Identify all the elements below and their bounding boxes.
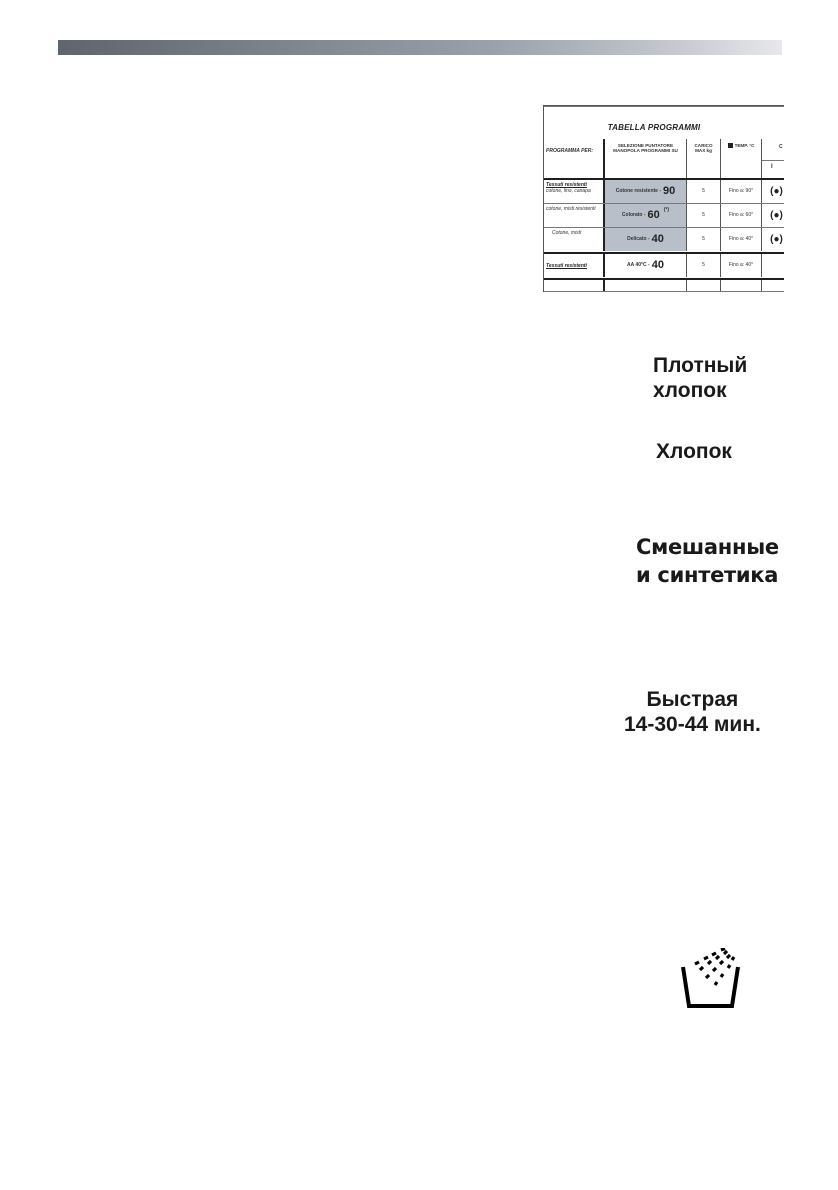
table-row bbox=[544, 180, 784, 203]
program-table bbox=[543, 105, 784, 292]
column-subheader-i: I bbox=[771, 164, 773, 170]
selector-label: Delicato - bbox=[627, 235, 650, 242]
fabric-type: cotone, misti resistenti bbox=[546, 206, 596, 212]
max-load: 5 bbox=[687, 204, 721, 227]
table-row bbox=[544, 204, 784, 227]
selector-label: Colorato - bbox=[621, 211, 646, 218]
selector-label: AA 40°C - bbox=[627, 261, 650, 268]
selector-temp: 40 bbox=[651, 259, 664, 272]
program-table-title: TABELLA PROGRAMMI bbox=[607, 123, 701, 132]
column-header-selector: SELEZIONE PUNTATORE MANOPOLA PROGRAMMI SU bbox=[605, 139, 687, 178]
column-header-max-load: CARICO MAX kg bbox=[687, 139, 721, 178]
fabric-type-bold: Tessuti resistenti bbox=[546, 263, 587, 270]
selector-temp: 40 bbox=[651, 233, 664, 246]
option-indicator-icon: (●) bbox=[762, 228, 784, 251]
page-header-bar bbox=[58, 40, 782, 55]
temperature: Fino a: 60° bbox=[721, 204, 762, 227]
temperature: Fino a: 40° bbox=[721, 254, 762, 277]
program-label-dense-cotton: Плотный хлопок bbox=[653, 354, 748, 403]
temperature: Fino a: 90° bbox=[721, 180, 762, 203]
temperature: Fino a: 40° bbox=[721, 228, 762, 251]
footnote-mark: (*) bbox=[663, 206, 670, 213]
program-label-mixed-synthetics: Смешанные и синтетика bbox=[636, 535, 779, 588]
max-load: 5 bbox=[687, 228, 721, 251]
option-indicator-icon: (●) bbox=[762, 204, 784, 227]
header-split-line bbox=[762, 160, 784, 161]
table-row bbox=[544, 254, 784, 277]
fabric-type: cotone, lino, canapa bbox=[546, 187, 591, 194]
column-header-temp: TEMP. °C bbox=[721, 139, 762, 178]
table-row bbox=[544, 228, 784, 251]
max-load: 5 bbox=[687, 254, 721, 277]
selector-temp: 90 bbox=[663, 185, 676, 198]
option-indicator-icon: (●) bbox=[762, 180, 784, 203]
temperature-square-icon bbox=[728, 143, 733, 148]
program-label-quick: Быстрая 14-30-44 мин. bbox=[624, 688, 761, 737]
program-table-header-row bbox=[544, 139, 784, 178]
option-indicator-icon bbox=[762, 254, 784, 277]
program-label-cotton: Хлопок bbox=[656, 440, 732, 463]
fabric-type-bold: Tessuti resistenti bbox=[546, 182, 587, 188]
max-load: 5 bbox=[687, 180, 721, 203]
selector-temp: 60 bbox=[647, 209, 660, 222]
column-header-c: C bbox=[779, 144, 783, 150]
column-header-program-for: PROGRAMMA PER: bbox=[544, 139, 605, 178]
fabric-type: Cotone, misti bbox=[552, 230, 582, 236]
prewash-basin-spray-icon bbox=[680, 948, 742, 1010]
selector-label: Cotone resistente - bbox=[615, 187, 662, 194]
